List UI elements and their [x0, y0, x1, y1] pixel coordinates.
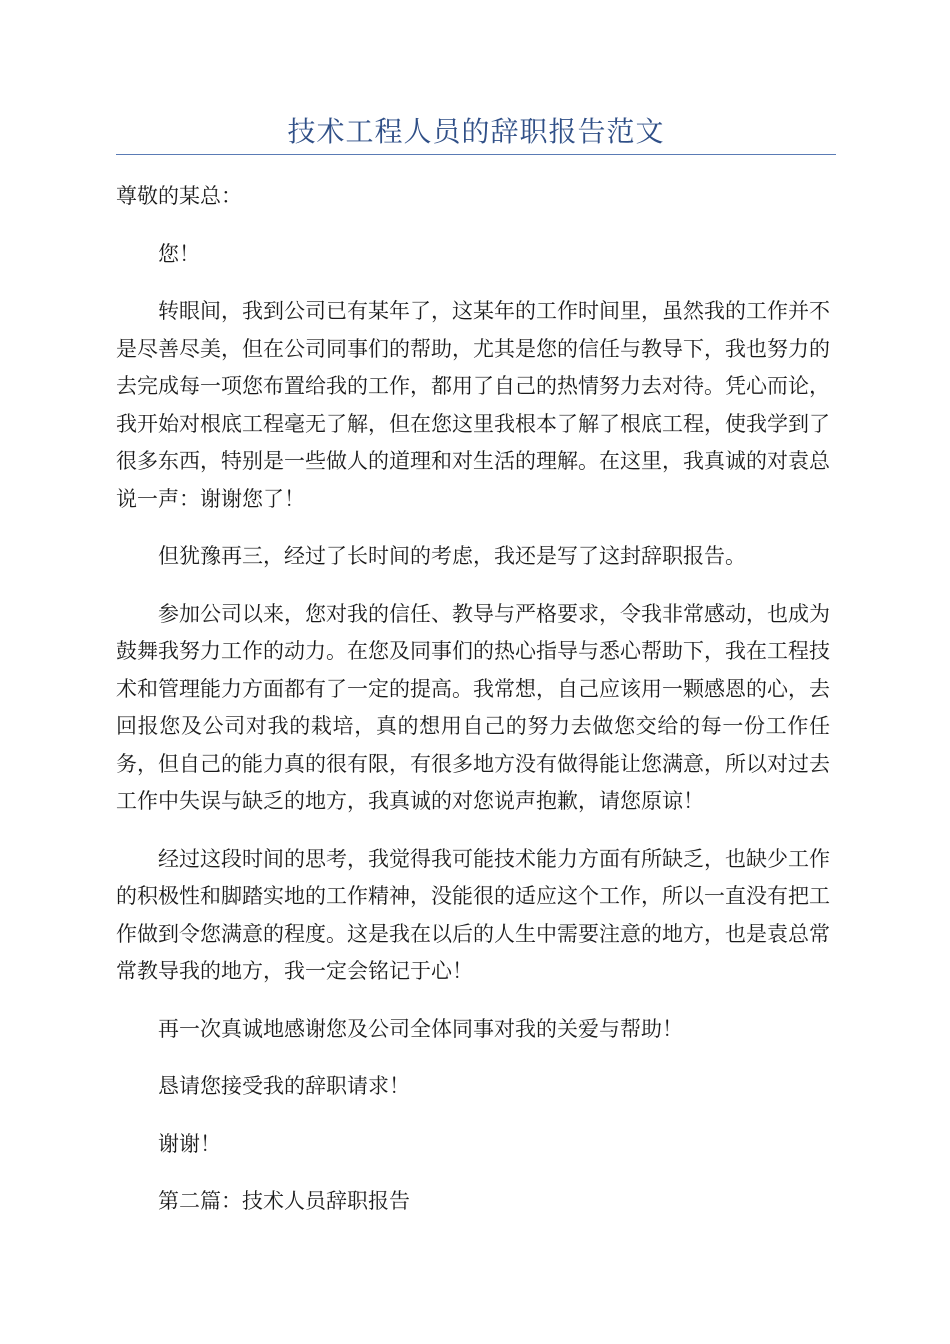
title-underline [116, 154, 836, 155]
paragraph: 参加公司以来，您对我的信任、教导与严格要求，令我非常感动，也成为鼓舞我努力工作的动力。在您及同事们的热心指导与悉心帮助下，我在工程技术和管理能力方面都有了一定的提高。我常想，自己应该用一颗感恩的心，去回报您及公司对我的栽培，真的想用自己的努力去做您交给的每一份工作任务，但自己的能力真的很有限，有很多地方没有做得能让您满意，所以对过去工作中失误与缺乏的地方，我真诚的对您说声抱歉，请您原谅！ [116, 601, 830, 813]
paragraph: 恳请您接受我的辞职请求！ [158, 1074, 410, 1098]
document-body [116, 178, 830, 1241]
paragraph: 但犹豫再三，经过了长时间的考虑，我还是写了这封辞职报告。 [158, 544, 746, 568]
section-heading: 第二篇：技术人员辞职报告 [158, 1189, 410, 1213]
paragraph: 再一次真诚地感谢您及公司全体同事对我的关爱与帮助！ [158, 1016, 683, 1041]
greeting: 您！ [158, 241, 200, 266]
document-title: 技术工程人员的辞职报告范文 [287, 115, 665, 148]
paragraph: 经过这段时间的思考，我觉得我可能技术能力方面有所缺乏，也缺少工作的积极性和脚踏实地的工作精神，没能很的适应这个工作，所以一直没有把工作做到令您满意的程度。这是我在以后的人生中需要注意的地方，也是袁总常常教导我的地方，我一定会铭记于心！ [116, 846, 830, 983]
salutation: 尊敬的某总： [116, 184, 242, 208]
paragraph: 转眼间，我到公司已有某年了，这某年的工作时间里，虽然我的工作并不是尽善尽美，但在公司同事们的帮助，尤其是您的信任与教导下，我也努力的去完成每一项您布置给我的工作，都用了自己的热情努力去对待。凭心而论，我开始对根底工程毫无了解，但在您这里我根本了解了根底工程，使我学到了很多东西，特别是一些做人的道理和对生活的理解。在这里，我真诚的对袁总说一声：谢谢您了！ [116, 299, 830, 511]
paragraph: 谢谢！ [158, 1131, 221, 1156]
